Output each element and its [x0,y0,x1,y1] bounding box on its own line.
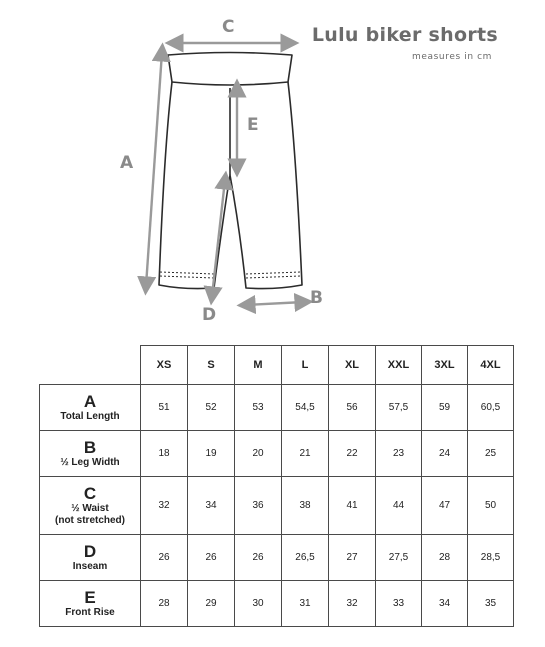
size-header-l: L [282,346,329,385]
letter-d-label: D [202,305,217,325]
right-hem-stitch-2 [246,276,301,278]
table-row [40,581,514,627]
size-header-s: S [188,346,235,385]
table-cell: 20 [235,431,282,477]
table-cell: 19 [188,431,235,477]
table-cell: 41 [329,477,376,535]
letter-e-label: E [247,115,259,135]
row-label-text: Front Rise [65,606,115,618]
row-letter: D [83,541,97,561]
shorts-outline [159,53,302,289]
row-letter: E [84,587,96,607]
table-cell: 47 [422,477,468,535]
table-cell: 18 [141,431,188,477]
table-cell: 27 [329,535,376,581]
table-cell: 26 [141,535,188,581]
row-label-text: ½ Waist [71,502,109,514]
table-cell: 38 [282,477,329,535]
leg-width-arrow [246,302,304,305]
table-row [40,385,514,431]
table-cell: 52 [188,385,235,431]
table-cell: 59 [422,385,468,431]
table-cell: 34 [188,477,235,535]
table-cell: 30 [235,581,282,627]
table-cell: 28 [422,535,468,581]
table-cell: 23 [376,431,422,477]
page-title: Lulu biker shorts [311,24,498,46]
corner-cell [40,346,141,385]
table-cell: 36 [235,477,282,535]
size-header-row [40,346,514,385]
table-cell: 29 [188,581,235,627]
table-cell: 33 [376,581,422,627]
letter-c-label: C [222,17,235,37]
table-cell: 32 [329,581,376,627]
size-header-m: M [235,346,282,385]
table-cell: 27,5 [376,535,422,581]
table-cell: 24 [422,431,468,477]
letter-b-label: B [310,288,323,308]
table-cell: 57,5 [376,385,422,431]
row-label-front-rise [40,581,141,627]
table-cell: 56 [329,385,376,431]
row-label-text: Inseam [72,560,108,572]
table-cell: 22 [329,431,376,477]
left-hem-stitch-2 [160,276,214,278]
table-cell: 60,5 [468,385,514,431]
row-label-total-length [40,385,141,431]
table-cell: 32 [141,477,188,535]
inseam-arrow [212,180,225,296]
size-chart-table [39,345,514,627]
left-hem-stitch [160,272,214,274]
row-letter: B [83,437,97,457]
table-cell: 54,5 [282,385,329,431]
table-cell: 26 [235,535,282,581]
row-label-waist [40,477,141,535]
table-row [40,431,514,477]
table-cell: 26 [188,535,235,581]
table-row [40,477,514,535]
size-header-3xl: 3XL [422,346,468,385]
table-cell: 21 [282,431,329,477]
table-cell: 28,5 [468,535,514,581]
right-hem-stitch [246,272,301,274]
table-cell: 31 [282,581,329,627]
row-label-text: Total Length [60,410,120,422]
table-cell: 35 [468,581,514,627]
table-cell: 28 [141,581,188,627]
size-header-4xl: 4XL [468,346,514,385]
table-cell: 53 [235,385,282,431]
waistband-shape [168,53,292,86]
row-letter: A [83,391,97,411]
size-header-xs: XS [141,346,188,385]
row-label-leg-width [40,431,141,477]
size-header-xl: XL [329,346,376,385]
row-label-inseam [40,535,141,581]
table-cell: 44 [376,477,422,535]
row-label-text: ½ Leg Width [60,456,120,468]
size-header-xxl: XXL [376,346,422,385]
table-cell: 26,5 [282,535,329,581]
table-cell: 25 [468,431,514,477]
row-label-note: (not stretched) [55,514,125,526]
page-subtitle: measures in cm [412,52,492,62]
table-cell: 34 [422,581,468,627]
table-cell: 50 [468,477,514,535]
row-letter: C [83,483,97,503]
table-cell: 51 [141,385,188,431]
table-row [40,535,514,581]
letter-a-label: A [120,153,134,173]
